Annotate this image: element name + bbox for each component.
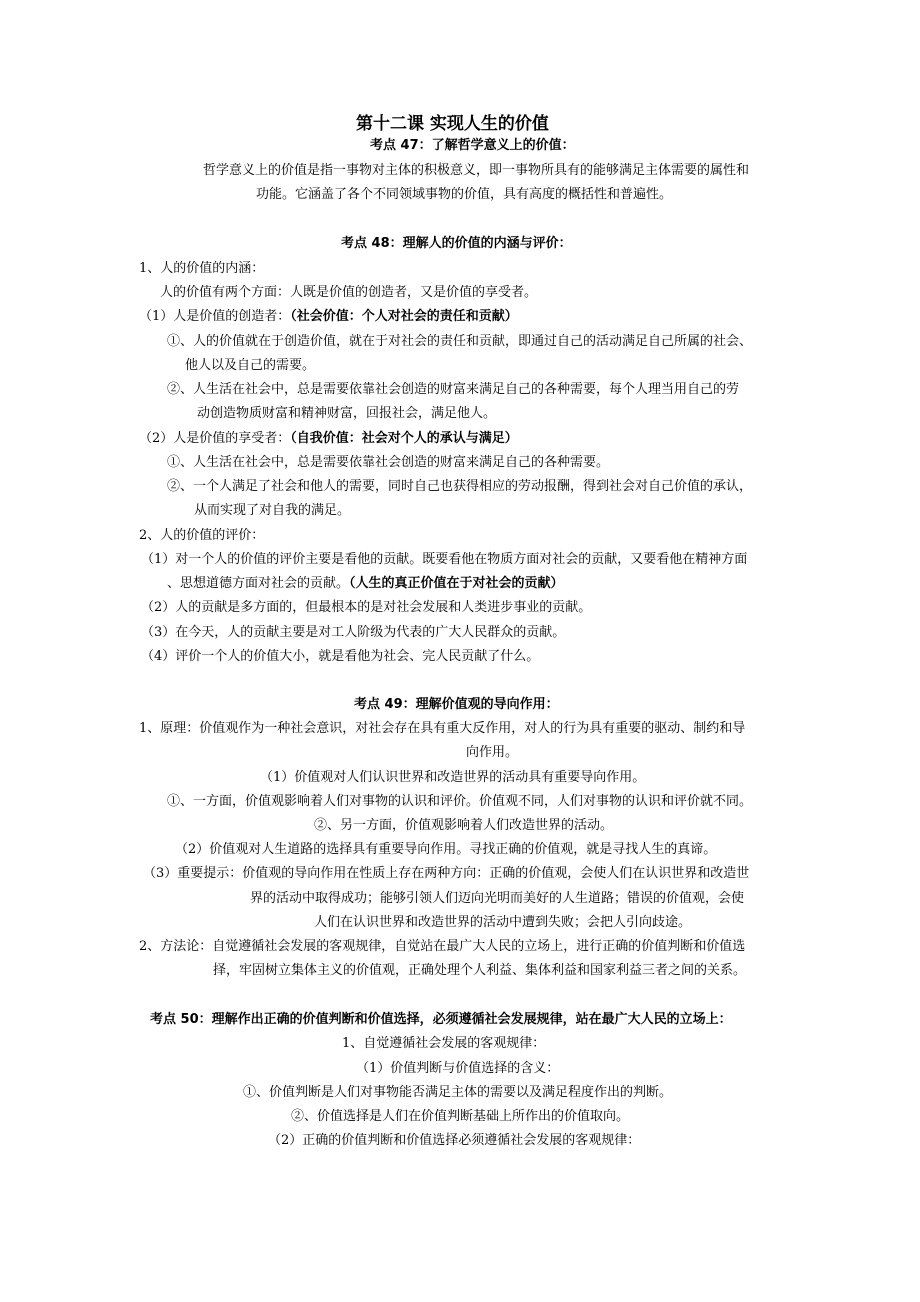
paragraph-line: （3）在今天，人的贡献主要是对工人阶级为代表的广大人民群众的贡献。 bbox=[141, 625, 566, 640]
paragraph-line: 2、人的价值的评价： bbox=[139, 528, 265, 543]
paragraph-line: （2）人的贡献是多方面的，但最根本的是对社会发展和人类进步事业的贡献。 bbox=[141, 600, 592, 615]
paragraph-line: 人的价值有两个方面：人既是价值的创造者，又是价值的享受者。 bbox=[160, 285, 538, 300]
paragraph-line: ②、人生活在社会中，总是需要依靠社会创造的财富来满足自己的各种需要，每个人理当用自己的劳 bbox=[167, 382, 740, 397]
paragraph-line: 1、原理：价值观作为一种社会意识，对社会存在具有重大反作用，对人的行为具有重要的驱动、制约和导 bbox=[139, 721, 746, 736]
section-heading-49: 考点 49：理解价值观的导向作用： bbox=[354, 697, 559, 712]
section-heading-47: 考点 47：了解哲学意义上的价值： bbox=[370, 138, 575, 153]
paragraph-line bbox=[139, 431, 518, 447]
paragraph-line: （3）重要提示：价值观的导向作用在性质上存在两种方向：正确的价值观，会使人们在认识世界和改造世 bbox=[143, 866, 750, 881]
paragraph-line: 动创造物质财富和精神财富，回报社会，满足他人。 bbox=[197, 406, 497, 421]
paragraph-line: （4）评价一个人的价值大小，就是看他为社会、完人民贡献了什么。 bbox=[141, 649, 540, 664]
paragraph-line: （2）正确的价值判断和价值选择必须遵循社会发展的客观规律： bbox=[268, 1133, 641, 1148]
section-heading-48: 考点 48：理解人的价值的内涵与评价： bbox=[341, 236, 572, 251]
paragraph-line: 1、人的价值的内涵： bbox=[139, 261, 265, 276]
paragraph-line: 功能。它涵盖了各个不同领域事物的价值，具有高度的概括性和普遍性。 bbox=[256, 187, 673, 202]
paragraph-line: （1）对一个人的价值的评价主要是看他的贡献。既要看他在物质方面对社会的贡献，又要看他在精神方面 bbox=[141, 552, 748, 567]
paragraph-line: ①、价值判断是人们对事物能否满足主体的需要以及满足程度作出的判断。 bbox=[243, 1085, 673, 1100]
paragraph-line bbox=[139, 309, 518, 325]
paragraph-line bbox=[167, 576, 564, 592]
paragraph-line: （1）价值判断与价值选择的含义： bbox=[356, 1061, 560, 1076]
paragraph-line: 从而实现了对自我的满足。 bbox=[194, 503, 351, 518]
paragraph-line: 2、方法论：自觉遵循社会发展的客观规律，自觉站在最广大人民的立场上，进行正确的价值判断和价值选 bbox=[139, 939, 746, 954]
item-label: （1）人是价值的创造者： bbox=[139, 309, 291, 324]
paragraph-line: ②、价值选择是人们在价值判断基础上所作出的价值取向。 bbox=[291, 1109, 630, 1124]
paragraph-line: 向作用。 bbox=[466, 745, 519, 760]
paragraph-line: ①、一方面，价值观影响着人们对事物的认识和评价。价值观不同，人们对事物的认识和评价就不同。 bbox=[167, 794, 753, 809]
paragraph-line: ①、人的价值就在于创造价值，就在于对社会的责任和贡献，即通过自己的活动满足自己所属的社会、 bbox=[167, 334, 753, 349]
emphasis-text: （社会价值：个人对社会的责任和贡献） bbox=[290, 309, 518, 324]
paragraph-line: 哲学意义上的价值是指一事物对主体的积极意义，即一事物所具有的能够满足主体需要的属性和 bbox=[203, 163, 750, 178]
page-title: 第十二课 实现人生的价值 bbox=[356, 114, 549, 134]
paragraph-line: ①、人生活在社会中，总是需要依靠社会创造的财富来满足自己的各种需要。 bbox=[167, 455, 610, 470]
paragraph-line: 人们在认识世界和改造世界的活动中遭到失败；会把人引向歧途。 bbox=[314, 915, 692, 930]
paragraph-line: 1、自觉遵循社会发展的客观规律： bbox=[342, 1036, 546, 1051]
paragraph-line: （2）价值观对人生道路的选择具有重要导向作用。寻找正确的价值观，就是寻找人生的真谛。 bbox=[175, 842, 717, 857]
paragraph-line: ②、另一方面，价值观影响着人们改造世界的活动。 bbox=[314, 818, 614, 833]
paragraph-line: 他人以及自己的需要。 bbox=[185, 358, 316, 373]
emphasis-text: （人生的真正价值在于对社会的贡献） bbox=[349, 576, 564, 591]
paragraph-line: （1）价值观对人们认识世界和改造世界的活动具有重要导向作用。 bbox=[260, 770, 646, 785]
emphasis-text: （自我价值：社会对个人的承认与满足） bbox=[290, 431, 518, 446]
section-heading-50: 考点 50：理解作出正确的价值判断和价值选择，必须遵循社会发展规律，站在最广大人民的立场上： bbox=[150, 1012, 732, 1027]
paragraph-line: 择，牢固树立集体主义的价值观，正确处理个人利益、集体利益和国家利益三者之间的关系。 bbox=[213, 963, 747, 978]
item-label: 、思想道德方面对社会的贡献。 bbox=[167, 576, 350, 591]
paragraph-line: 界的活动中取得成功；能够引领人们迈向光明而美好的人生道路；错误的价值观，会使 bbox=[250, 891, 745, 906]
paragraph-line: ②、一个人满足了社会和他人的需要，同时自己也获得相应的劳动报酬，得到社会对自己价值的承认， bbox=[167, 479, 753, 494]
item-label: （2）人是价值的享受者： bbox=[139, 431, 291, 446]
